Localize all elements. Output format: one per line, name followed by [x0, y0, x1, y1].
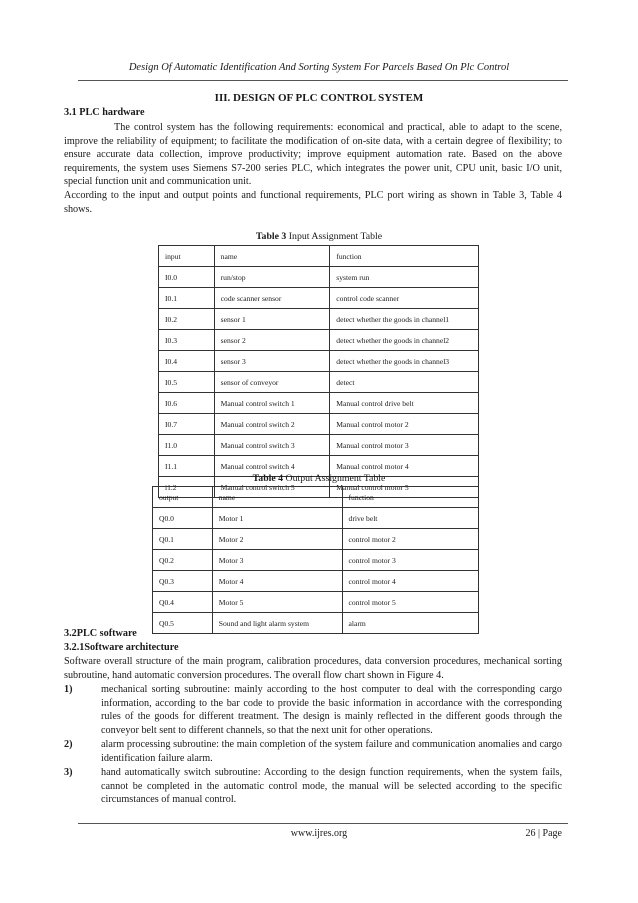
cell-port: I0.7 — [159, 414, 215, 435]
cell-name: Motor 1 — [212, 508, 342, 529]
cell-function: Manual control motor 2 — [330, 414, 479, 435]
cell-function: Manual control motor 4 — [330, 456, 479, 477]
cell-name: Sound and light alarm system — [212, 613, 342, 634]
cell-name: Manual control switch 2 — [214, 414, 330, 435]
cell-function: drive belt — [342, 508, 478, 529]
table4-caption-label: Table 4 — [252, 473, 284, 484]
cell-port: I0.5 — [159, 372, 215, 393]
cell-name: sensor of conveyor — [214, 372, 330, 393]
cell-port: I1.0 — [159, 435, 215, 456]
software-paragraph: Software overall structure of the main program, calibration procedures, data conversion procedures, mechanical sorting subroutine, hand automatic conversion procedures. The overall flow chart shown in Figure 4. — [64, 656, 562, 681]
table-row — [153, 550, 479, 571]
hardware-paragraph: The control system has the following requirements: economical and practical, able to adapt to the scene, improve the reliability of equipment; to facilitate the modification of on-site data, with a certain degree of flexibility; to ensure accurate data collection, improve productivity; improve equipment automation rate. Based on the above requirements, the system uses Siemens S7-200 series PLC, which integrates the power unit, CPU unit, basic I/O unit, special function unit and communication unit. — [64, 122, 562, 188]
table-row — [159, 267, 479, 288]
cell-port: Q0.1 — [153, 529, 213, 550]
cell-port: Q0.5 — [153, 613, 213, 634]
cell-port: I0.4 — [159, 351, 215, 372]
cell-function: control motor 2 — [342, 529, 478, 550]
section-title: III. DESIGN OF PLC CONTROL SYSTEM — [214, 92, 424, 104]
cell-port: I0.6 — [159, 393, 215, 414]
output-assignment-table — [152, 486, 479, 634]
cell-name: Motor 4 — [212, 571, 342, 592]
page-number: 26 | Page — [525, 828, 562, 839]
cell-name: Manual control switch 4 — [214, 456, 330, 477]
table4-caption-text: Output Assignment Table — [283, 473, 386, 484]
cell-name: Manual control switch 3 — [214, 435, 330, 456]
table3-body — [159, 246, 479, 498]
cell-port: I1.1 — [159, 456, 215, 477]
cell-port: I0.0 — [159, 267, 215, 288]
list-number: 3) — [64, 767, 73, 778]
hardware-heading: 3.1 PLC hardware — [64, 107, 145, 118]
table3-caption-label: Table 3 — [255, 231, 287, 242]
header-cell-name: name — [212, 487, 342, 508]
table3-caption-text: Input Assignment Table — [286, 231, 383, 242]
table-row — [159, 351, 479, 372]
list-item-2 — [64, 738, 562, 765]
cell-function: Manual control drive belt — [330, 393, 479, 414]
table-row — [153, 508, 479, 529]
cell-port: Q0.0 — [153, 508, 213, 529]
cell-function: control motor 5 — [342, 592, 478, 613]
table-row — [159, 414, 479, 435]
header-cell-output: output — [153, 487, 213, 508]
cell-port: Q0.2 — [153, 550, 213, 571]
cell-name: run/stop — [214, 267, 330, 288]
footer-url: www.ijres.org — [290, 828, 348, 839]
cell-function: control motor 4 — [342, 571, 478, 592]
list-item-1 — [64, 683, 562, 737]
footer-rule — [78, 823, 568, 824]
table4-caption — [0, 473, 638, 484]
cell-name: Manual control switch 1 — [214, 393, 330, 414]
cell-port: i1.2 — [159, 477, 215, 498]
cell-function: Manual control motor 3 — [330, 435, 479, 456]
cell-function: detect — [330, 372, 479, 393]
list-number: 2) — [64, 739, 73, 750]
cell-name: sensor 3 — [214, 351, 330, 372]
cell-function: detect whether the goods in channel3 — [330, 351, 479, 372]
table-row — [153, 529, 479, 550]
table-header-row — [153, 487, 479, 508]
table3-caption — [0, 231, 638, 242]
table-row — [159, 309, 479, 330]
cell-function: alarm — [342, 613, 478, 634]
cell-function: control motor 3 — [342, 550, 478, 571]
cell-port: Q0.4 — [153, 592, 213, 613]
table4-body — [153, 487, 479, 634]
table-header-row — [159, 246, 479, 267]
hardware-paragraph-2: According to the input and output points and functional requirements, PLC port wiring as shown in Table 3, Table 4 shows. — [64, 190, 562, 215]
cell-name: Manual control switch 5 — [214, 477, 330, 498]
table-row — [159, 435, 479, 456]
cell-function: detect whether the goods in channel1 — [330, 309, 479, 330]
running-title: Design Of Automatic Identification And Sorting System For Parcels Based On Plc Control — [128, 62, 510, 73]
list-text: mechanical sorting subroutine: mainly according to the host computer to deal with the corresponding cargo information, according to the bar code to provide the basic information in accordance with the corresponding rules of the goods for different treatment. The design is mainly reflected in the different goods through the conveyor belt sent to different channels, so that the next unit for other operations. — [101, 684, 562, 736]
cell-function: Manual control motor 5 — [330, 477, 479, 498]
cell-name: Motor 3 — [212, 550, 342, 571]
cell-name: Motor 2 — [212, 529, 342, 550]
table-row — [153, 592, 479, 613]
cell-port: I0.1 — [159, 288, 215, 309]
cell-name: code scanner sensor — [214, 288, 330, 309]
cell-name: sensor 1 — [214, 309, 330, 330]
header-cell-function: function — [342, 487, 478, 508]
cell-function: detect whether the goods in channel2 — [330, 330, 479, 351]
header-cell-function: function — [330, 246, 479, 267]
table-row — [159, 330, 479, 351]
table-row — [159, 372, 479, 393]
software-heading: 3.2PLC software — [64, 628, 137, 639]
cell-function: control code scanner — [330, 288, 479, 309]
software-subheading: 3.2.1Software architecture — [64, 642, 179, 653]
table-row — [153, 571, 479, 592]
table-row — [159, 288, 479, 309]
cell-port: Q0.3 — [153, 571, 213, 592]
list-text: hand automatically switch subroutine: According to the design function requirements, when the system fails, cannot be completed in the automatic control mode, the manual will be selected according to the specific circumstances of manual control. — [101, 767, 562, 806]
list-number: 1) — [64, 684, 73, 695]
cell-port: I0.3 — [159, 330, 215, 351]
list-text: alarm processing subroutine: the main completion of the system failure and communication anomalies and cargo identification failure alarm. — [101, 739, 562, 764]
cell-name: sensor 2 — [214, 330, 330, 351]
cell-name: Motor 5 — [212, 592, 342, 613]
list-item-3 — [64, 766, 562, 807]
input-assignment-table — [158, 245, 479, 498]
cell-port: I0.2 — [159, 309, 215, 330]
table-row — [159, 393, 479, 414]
cell-function: system run — [330, 267, 479, 288]
header-cell-input: input — [159, 246, 215, 267]
header-cell-name: name — [214, 246, 330, 267]
header-rule — [78, 80, 568, 81]
